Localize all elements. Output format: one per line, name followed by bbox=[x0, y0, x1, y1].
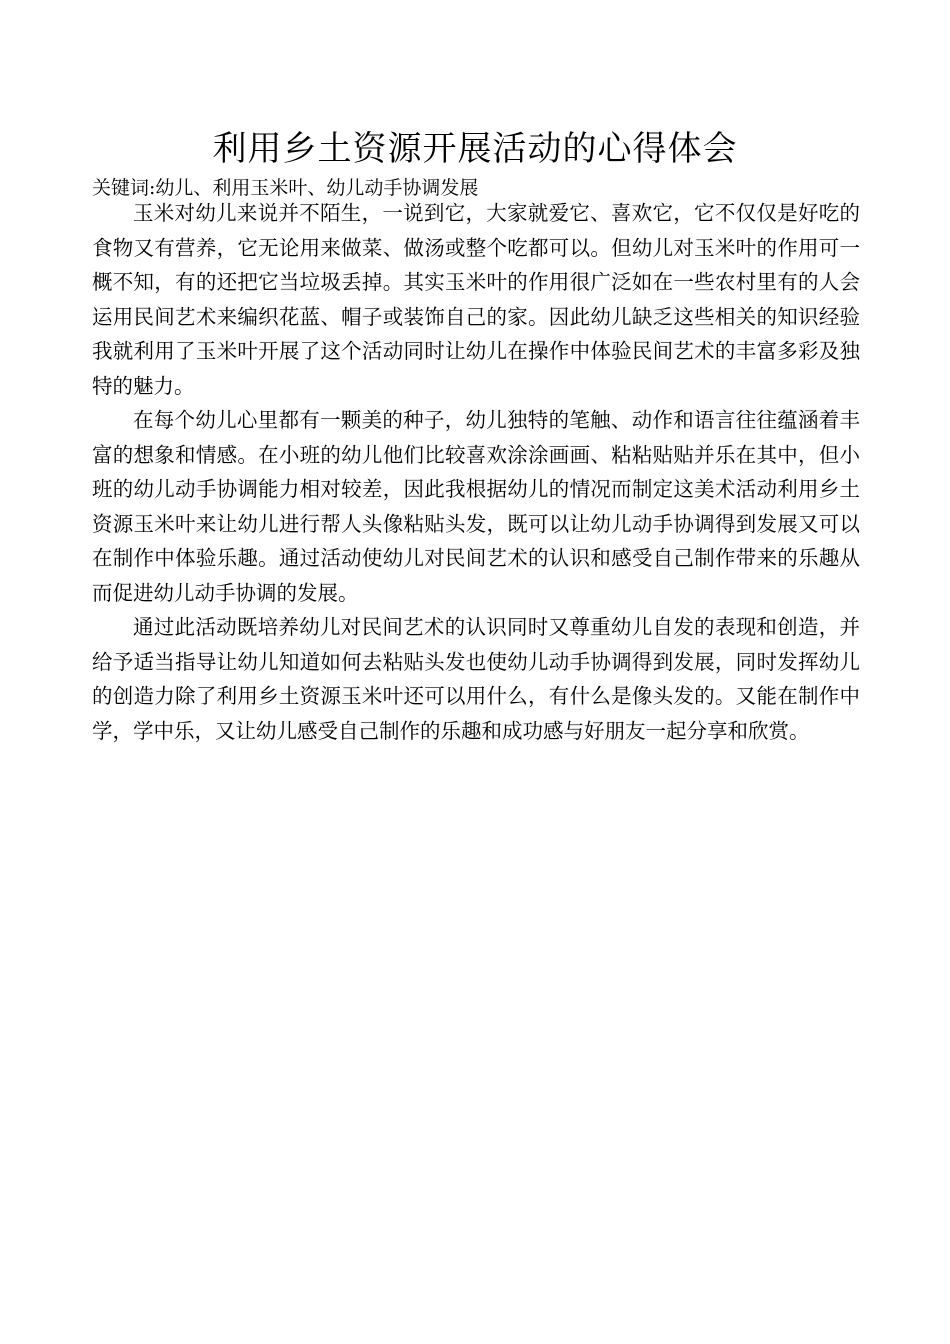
document-body bbox=[92, 196, 860, 748]
paragraph-2: 在每个幼儿心里都有一颗美的种子，幼儿独特的笔触、动作和语言往往蕴涵着丰富的想象和情感。在小班的幼儿他们比较喜欢涂涂画画、粘粘贴贴并乐在其中，但小班的幼儿动手协调能力相对较差，因此我根据幼儿的情况而制定这美术活动利用乡土资源玉米叶来让幼儿进行帮人头像粘贴头发，既可以让幼儿动手协调得到发展又可以在制作中体验乐趣。通过活动使幼儿对民间艺术的认识和感受自己制作带来的乐趣从而促进幼儿动手协调的发展。 bbox=[92, 408, 860, 605]
keywords-line: 关键词:幼儿、利用玉米叶、幼儿动手协调发展 bbox=[92, 177, 479, 199]
paragraph-3: 通过此活动既培养幼儿对民间艺术的认识同时又尊重幼儿自发的表现和创造，并给予适当指导让幼儿知道如何去粘贴头发也使幼儿动手协调得到发展，同时发挥幼儿的创造力除了利用乡土资源玉米叶还可以用什么，有什么是像头发的。又能在制作中学，学中乐，又让幼儿感受自己制作的乐趣和成功感与好朋友一起分享和欣赏。 bbox=[92, 615, 860, 743]
paragraph-1: 玉米对幼儿来说并不陌生，一说到它，大家就爱它、喜欢它，它不仅仅是好吃的食物又有营养，它无论用来做菜、做汤或整个吃都可以。但幼儿对玉米叶的作用可一概不知，有的还把它当垃圾丢掉。其实玉米叶的作用很广泛如在一些农村里有的人会运用民间艺术来编织花蓝、帽子或装饰自己的家。因此幼儿缺乏这些相关的知识经验我就利用了玉米叶开展了这个活动同时让幼儿在操作中体验民间艺术的丰富多彩及独特的魅力。 bbox=[92, 201, 860, 398]
document-title: 利用乡土资源开展活动的心得体会 bbox=[212, 129, 738, 169]
